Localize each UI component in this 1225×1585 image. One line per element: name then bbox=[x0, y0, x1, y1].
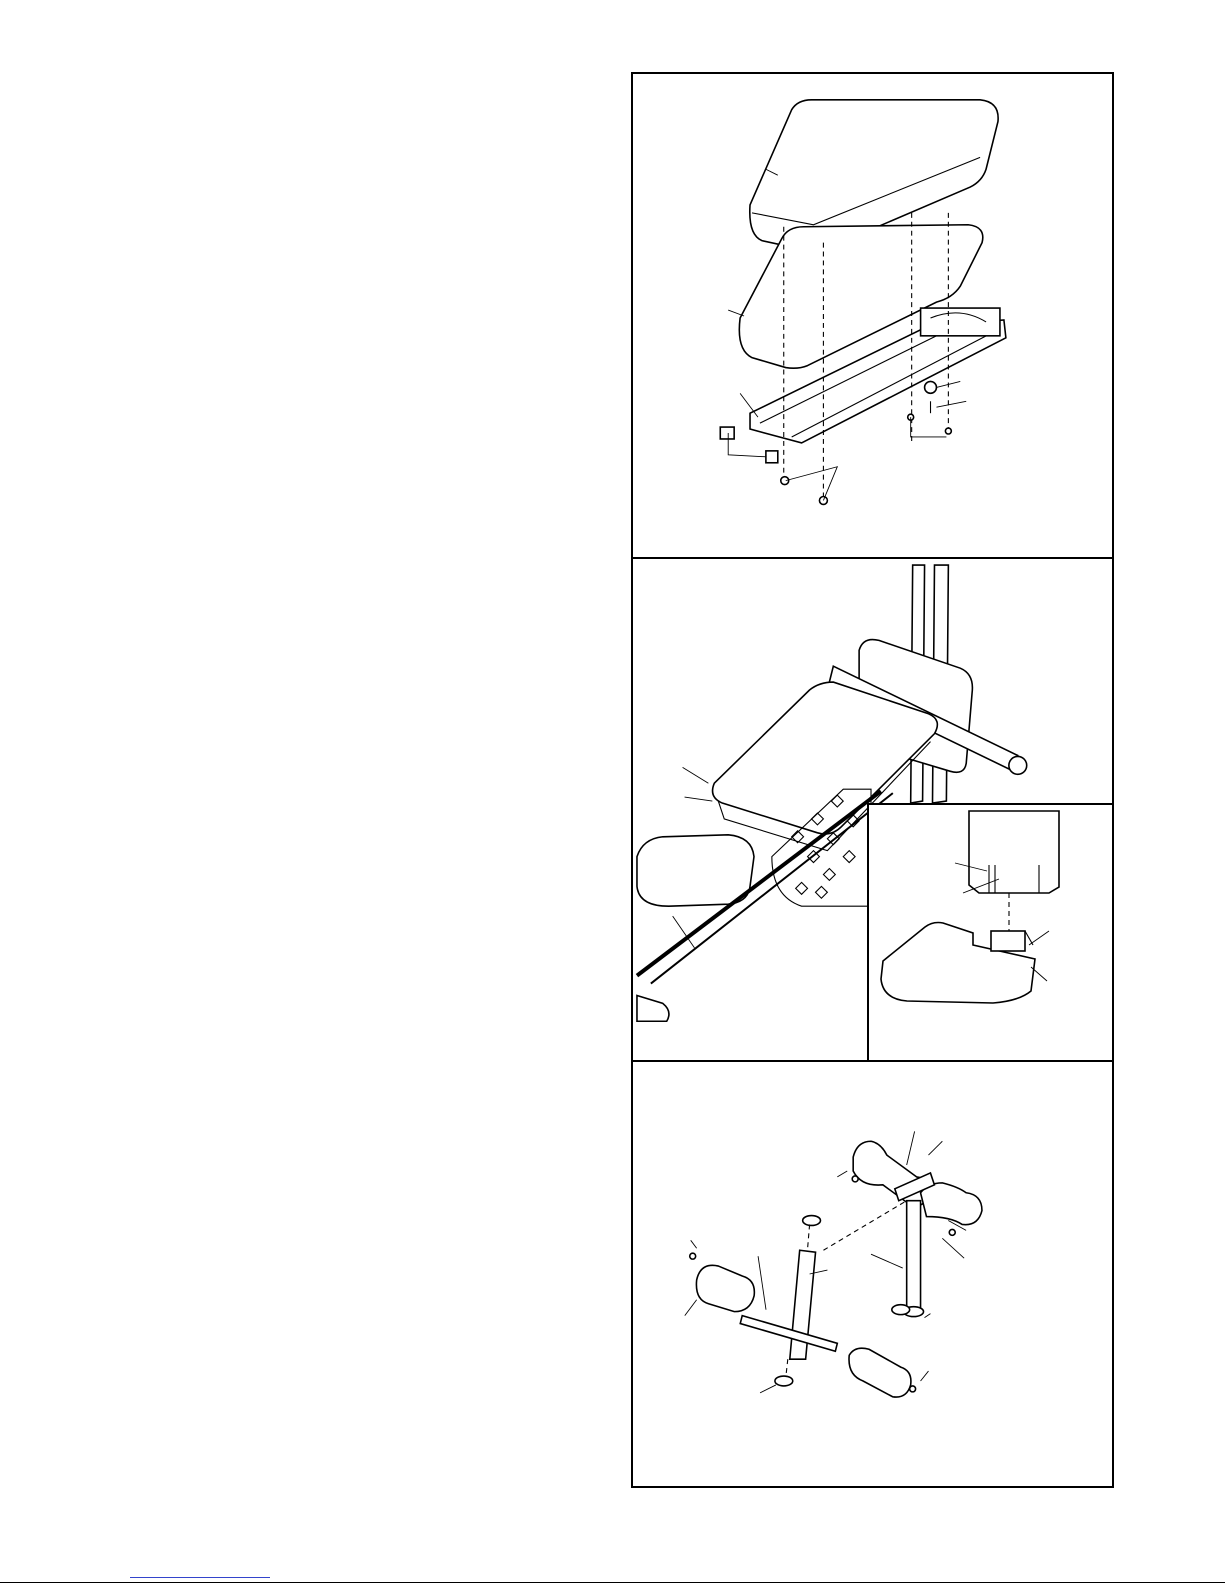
figure-leg-roller-assembly bbox=[631, 1060, 1114, 1488]
figure-seat-pad-assembly bbox=[631, 72, 1114, 559]
page-link-underline bbox=[130, 1577, 270, 1578]
detail-drawing bbox=[869, 805, 1114, 1062]
roller-drawing bbox=[633, 1062, 1112, 1486]
page-bottom-rule bbox=[0, 1582, 1225, 1583]
seat-pad-drawing bbox=[633, 74, 1112, 557]
detail-inset bbox=[867, 803, 1114, 1062]
figure-bench-attachment bbox=[631, 557, 1114, 1062]
